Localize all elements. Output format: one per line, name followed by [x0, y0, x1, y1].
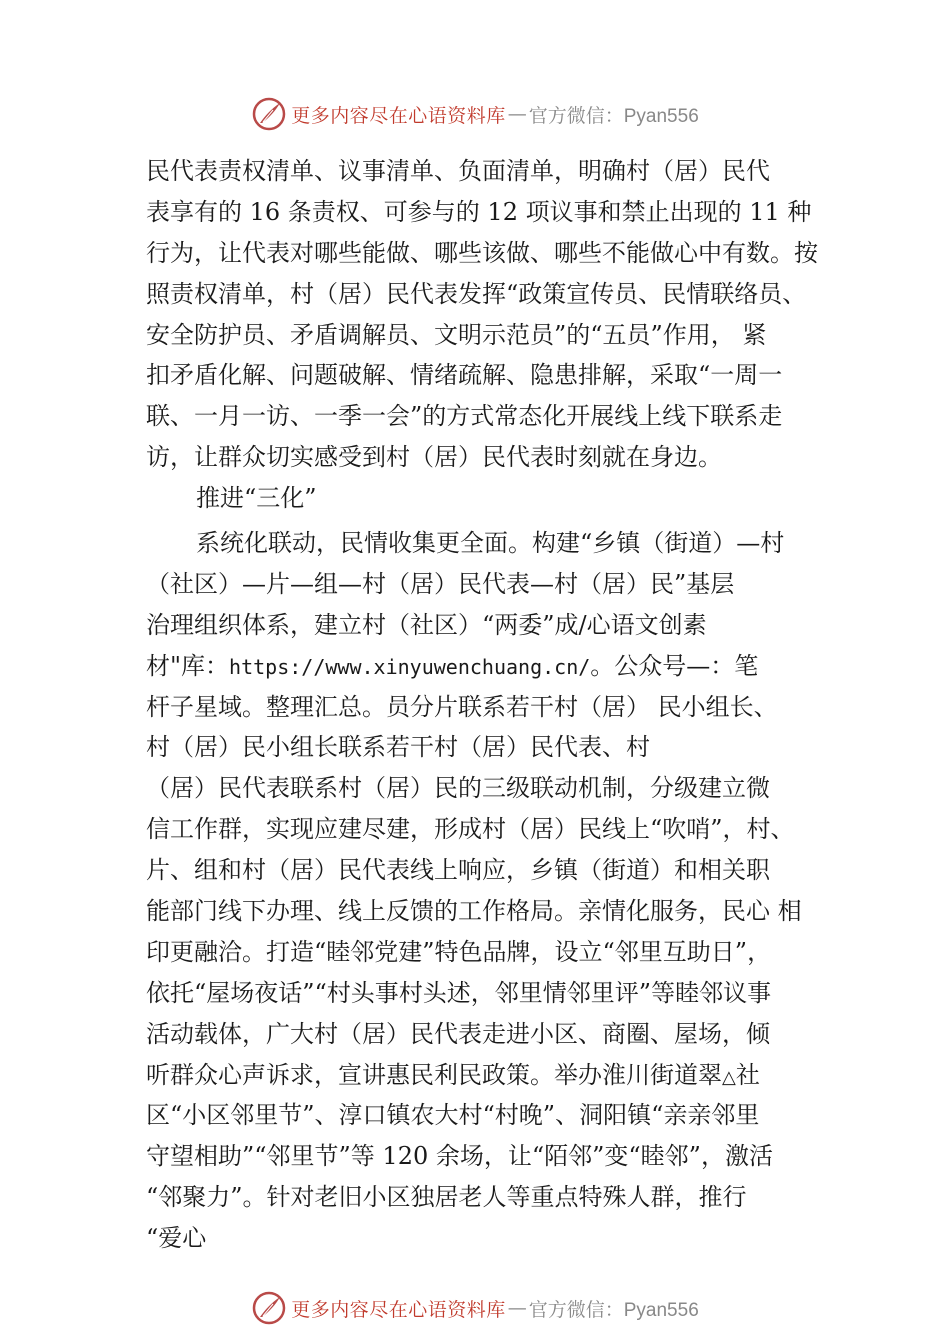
paragraph-line: 访，让群众切实感受到村（居）民代表时刻就在身边。: [146, 443, 722, 472]
paragraph-line: （社区）—片—组—村（居）民代表—村（居）民”基层: [146, 569, 735, 598]
feather-pen-logo-icon: [251, 1290, 287, 1326]
paragraph-line: 依托“屋场夜话”“村头事村头述，邻里情邻里评”等睦邻议事: [146, 978, 772, 1007]
paragraph-line: 村（居）民小组长联系若干村（居）民代表、村: [146, 733, 650, 762]
wechat-id: Pyan556: [623, 105, 699, 127]
paragraph-line: 扣矛盾化解、问题破解、情绪疏解、隐患排解，采取“一周一: [146, 361, 783, 390]
paragraph-line: 联、一月一访、一季一会”的方式常态化开展线上线下联系走: [146, 402, 783, 431]
paragraph-line: 杆子星域。整理汇总。员分片联系若干村（居） 民小组长、: [146, 692, 778, 721]
paragraph-line: 照责权清单，村（居）民代表发挥“政策宣传员、民情联络员、: [146, 279, 807, 308]
paragraph-line: 守望相助”“邻里节”等 120 余场，让“陌邻”变“睦邻”，激活: [146, 1142, 773, 1171]
paragraph-line: “邻聚力”。针对老旧小区独居老人等重点特殊人群，推行: [146, 1183, 747, 1212]
paragraph-line: 材"库：https://www.xinyuwenchuang.cn/。公众号—：笔: [146, 651, 759, 680]
broken-glyph-icon: △: [722, 1066, 736, 1088]
section-heading: 推进“三化”: [196, 484, 317, 513]
paragraph-line: 行为，让代表对哪些能做、哪些该做、哪些不能做心中有数。按: [146, 238, 818, 267]
paragraph-line: 系统化联动，民情收集更全面。构建“乡镇（街道）—村: [196, 529, 785, 558]
feather-pen-logo-icon: [251, 96, 287, 132]
paragraph-line: 民代表责权清单、议事清单、负面清单，明确村（居）民代: [146, 157, 770, 185]
header-banner: [0, 94, 950, 134]
url-text: https://www.xinyuwenchuang.cn/: [229, 654, 591, 679]
paragraph-line: 听群众心声诉求，宣讲惠民利民政策。举办淮川街道翠△社: [146, 1060, 760, 1089]
paragraph-line: 区“小区邻里节”、淳口镇农大村“村晚”、洞阳镇“亲亲邻里: [146, 1101, 760, 1130]
brand-text: 更多内容尽在心语资料库: [291, 1298, 506, 1321]
paragraph-line: 片、组和村（居）民代表线上响应，乡镇（街道）和相关职: [146, 856, 770, 885]
paragraph-line: （居）民代表联系村（居）民的三级联动机制，分级建立微: [146, 774, 770, 803]
paragraph-line: 印更融洽。打造“睦邻党建”特色品牌，设立“邻里互助日”，: [146, 937, 772, 966]
paragraph-line: 能部门线下办理、线上反馈的工作格局。亲情化服务，民心 相: [146, 897, 802, 926]
wechat-label: 官方微信：Pyan556: [528, 104, 699, 127]
paragraph-line: “爱心: [146, 1224, 207, 1253]
wechat-label: 官方微信：Pyan556: [528, 1298, 699, 1321]
paragraph-line: 信工作群，实现应建尽建，形成村（居）民线上“吹哨”，村、: [146, 815, 795, 844]
banner-separator: —: [507, 103, 527, 125]
wechat-id: Pyan556: [623, 1299, 699, 1321]
document-body: [146, 151, 826, 1259]
paragraph-line: 安全防护员、矛盾调解员、文明示范员”的“五员”作用， 紧: [146, 320, 767, 349]
paragraph-line: 表享有的 16 条责权、可参与的 12 项议事和禁止出现的 11 种: [146, 197, 812, 226]
banner-separator: —: [507, 1297, 527, 1319]
brand-text: 更多内容尽在心语资料库: [291, 104, 506, 127]
paragraph-line: 治理组织体系，建立村（社区）“两委”成/心语文创素: [146, 610, 707, 639]
footer-banner: [0, 1288, 950, 1328]
paragraph-line: 活动载体，广大村（居）民代表走进小区、商圈、屋场，倾: [146, 1019, 770, 1048]
